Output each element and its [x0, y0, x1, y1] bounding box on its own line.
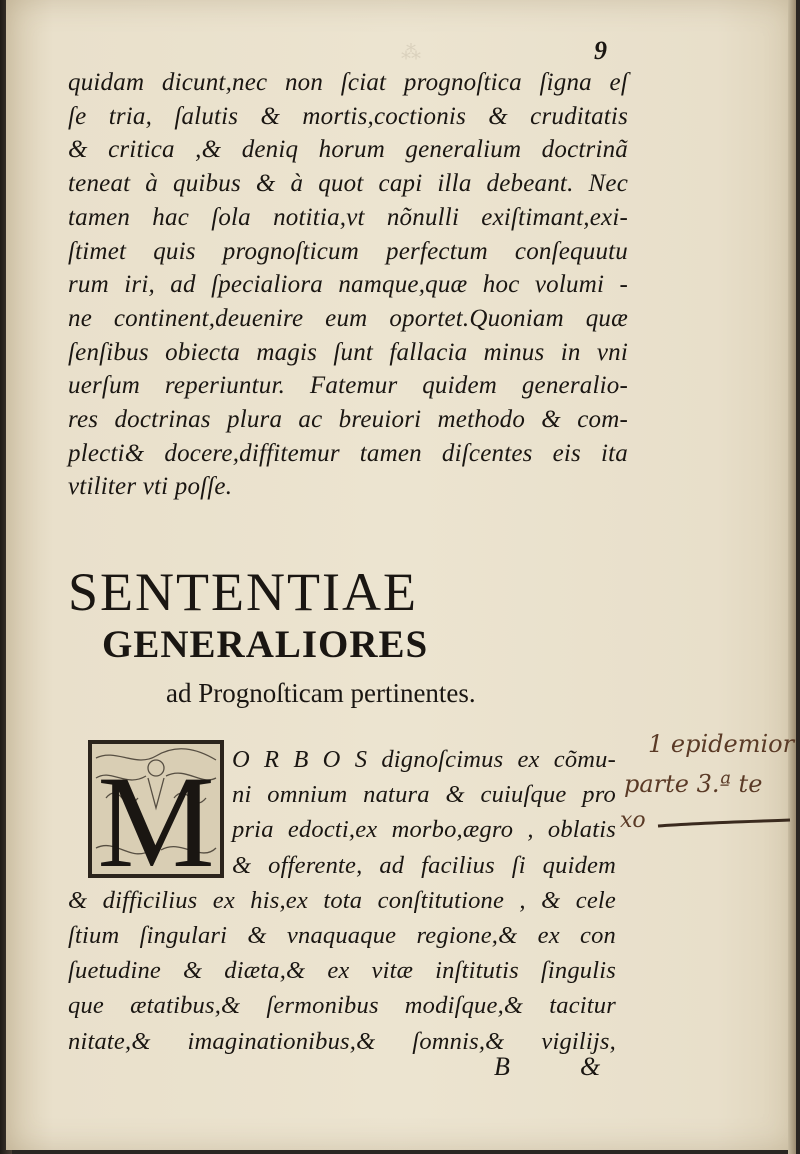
margin-note-underline: [656, 816, 792, 832]
page-number: 9: [594, 36, 607, 65]
margin-note-line: parte 3.ª te: [624, 770, 763, 798]
text-line: uerſum reperiuntur. Fatemur quidem generalio-: [68, 372, 628, 400]
text-line: & offerente, ad facilius ſi quidem: [232, 851, 616, 879]
book-page: [6, 0, 796, 1150]
text-line: ſtimet quis prognoſticum perfectum conſequutu: [68, 237, 628, 265]
text-line: ſuetudine & diæta,& ex vitæ inſtitutis ſingulis: [68, 957, 616, 985]
text-line: & critica ,& deniq horum generalium doctrinã: [68, 136, 628, 164]
body-paragraph: [68, 66, 628, 504]
signature-mark: B: [494, 1052, 510, 1081]
section-heading-caption: ad Prognoſticam pertinentes.: [166, 678, 476, 708]
text-line: ſe tria, ſalutis & mortis,coctionis & cruditatis: [68, 102, 628, 130]
margin-note-line: 1 epidemior: [648, 730, 795, 758]
text-line: res doctrinas plura ac breuiori methodo & com-: [68, 406, 628, 434]
page-edge: [788, 0, 796, 1154]
body-paragraph-2: [68, 742, 616, 1059]
text-line: O R B O S dignoſcimus ex cõmu-: [232, 746, 616, 773]
text-line: ne continent,deuenire eum oportet.Quoniam quæ: [68, 304, 628, 332]
margin-note-line: xo: [620, 808, 646, 833]
text-line: tamen hac ſola notitia,vt nõnulli exiſtimant,exi-: [68, 203, 628, 231]
section-heading-main: SENTENTIAE: [68, 562, 418, 622]
text-line: pria edocti,ex morbo,ægro , oblatis: [232, 816, 616, 844]
text-line: vtiliter vti poſſe.: [68, 473, 233, 501]
text-line: & difficilius ex his,ex tota conſtitutione , & cele: [68, 886, 616, 914]
text-line: rum iri, ad ſpecialiora namque,quæ hoc volumi -: [68, 271, 628, 299]
handwritten-margin-note: [620, 716, 796, 846]
text-line: nitate,& imaginationibus,& ſomnis,& vigilijs,: [68, 1027, 616, 1055]
text-line: que ætatibus,& ſermonibus modiſque,& tacitur: [68, 992, 616, 1020]
initial-letter: M: [97, 748, 215, 880]
text-line: plecti& docere,diffitemur tamen diſcentes eis ita: [68, 439, 628, 467]
text-line: teneat à quibus & à quot capi illa debeant. Nec: [68, 170, 628, 198]
text-line: ni omnium natura & cuiuſque pro: [232, 781, 616, 809]
show-through: ⁂: [306, 42, 421, 64]
text-line: ſenſibus obiecta magis ſunt fallacia minus in vni: [68, 338, 628, 366]
text-line: quidam dicunt,nec non ſciat prognoſtica ſigna eſ: [68, 69, 628, 96]
text-line: ſtium ſingulari & vnaquaque regione,& ex con: [68, 922, 616, 950]
section-heading-sub: GENERALIORES: [102, 623, 429, 666]
catchword: &: [580, 1052, 601, 1081]
